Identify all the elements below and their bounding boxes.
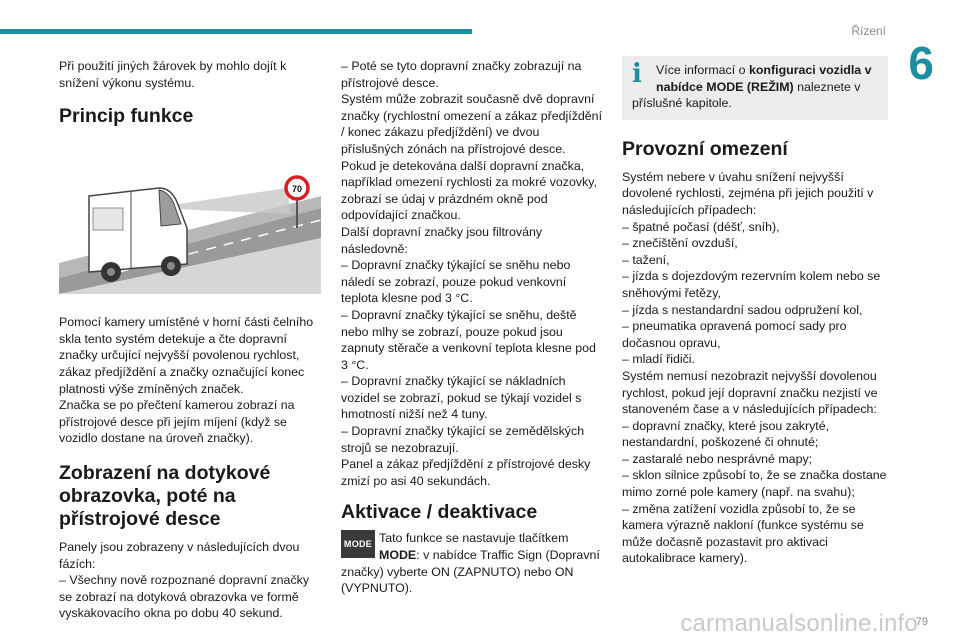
heading-limits: Provozní omezení <box>622 137 788 160</box>
heading-activation: Aktivace / deaktivace <box>341 501 538 524</box>
mode-button-icon: MODE <box>341 530 375 558</box>
display-text-2: – Všechny nově rozpoznané dopravní značky se zobrazí na dotyková obrazovka ve formě vyskakovacího okna po dobu 40 sekund. <box>59 573 310 621</box>
page-number: 79 <box>915 616 928 628</box>
info-bold: konfiguraci vozidla v nabídce MODE (REŽIM) <box>656 63 872 94</box>
van-camera-illustration <box>59 168 321 294</box>
col3-line: – sklon silnice způsobí to, že se značka dostane mimo zorné pole kamery (např. na svahu); <box>622 468 887 500</box>
col3-line: – tažení, <box>622 252 670 267</box>
principle-text-2: Značka se po přečtení kamerou zobrazí na přístrojové desce při jejím míjení (když se vozidlo dostane na úroveň značky). <box>59 398 295 446</box>
speed-sign-value: 70 <box>291 184 303 195</box>
info-prefix: Více informací o <box>656 63 749 77</box>
heading-display: Zobrazení na dotykové obrazovka, poté na přístrojové desce <box>59 461 271 530</box>
col2-line: – Dopravní značky týkající se sněhu nebo náledí se zobrazí, pouze pokud venkovní teplota klesne pod 3 °C. <box>341 258 571 306</box>
col2-line: Další dopravní značky jsou filtrovány následovně: <box>341 224 543 256</box>
col2-line: – Dopravní značky týkající se sněhu, deště nebo mlhy se zobrazí, pouze pokud jsou zapnuty stěrače a venkovní teplota klesne pod 3 °C. <box>341 307 596 372</box>
activation-rest: : v nabídce Traffic Sign (Dopravní značky) vyberte ON (ZAPNUTO) nebo ON (VYPNUTO). <box>341 548 600 596</box>
col3-line: – špatné počasí (déšť, sníh), <box>622 219 780 234</box>
intro-paragraph: Při použití jiných žárovek by mohlo dojít k snížení výkonu systému. <box>59 59 287 90</box>
chapter-number: 6 <box>908 37 934 89</box>
info-icon: i <box>632 59 642 89</box>
column-2 <box>341 58 603 597</box>
col3-line: – změna zatížení vozidla způsobí to, že se kamera výrazně nakloní (funkce systému se může dočasně pozastavit pro aktivaci autokalibrace kamery). <box>622 501 864 566</box>
activation-paragraph <box>341 530 603 596</box>
info-suffix: naleznete v příslušné kapitole. <box>632 79 861 111</box>
principle-text-1: Pomocí kamery umístěné v horní části čelního skla tento systém detekuje a čte dopravní značky určující nejvyšší povolenou rychlost, zákaz předjíždění a značky označující konec platnosti výše zmíněných značek. <box>59 315 314 396</box>
activation-mode: MODE <box>379 548 417 563</box>
col3-line: – jízda s dojezdovým rezervním kolem nebo se sněhovými řetězy, <box>622 269 881 300</box>
watermark: carmanualsonline.info <box>680 610 918 637</box>
col3-line: Systém nebere v úvahu snížení nejvyšší dovolené rychlosti, zejména při jejich použití v následujících případech: <box>622 169 874 217</box>
col2-line: Pokud je detekována další dopravní značka, například omezení rychlosti za mokré vozovky, zobrazí se údaj v prázdném okně pod odpovídající značkou. <box>341 158 597 223</box>
heading-principle: Princip funkce <box>59 105 194 128</box>
col3-line: – mladí řidiči. <box>622 352 695 367</box>
display-text-1: Panely jsou zobrazeny v následujících dvou fázích: <box>59 539 300 571</box>
col3-line: – znečištění ovzduší, <box>622 236 738 251</box>
header-accent-bar <box>0 29 472 34</box>
column-1 <box>59 58 321 622</box>
activation-prefix: Tato funkce se nastavuje tlačítkem <box>379 531 569 546</box>
col3-line: – dopravní značky, které jsou zakryté, nestandardní, poškozené či ohnuté; <box>622 418 830 450</box>
col3-line: – zastaralé nebo nesprávné mapy; <box>622 451 813 466</box>
col2-line: – Poté se tyto dopravní značky zobrazují na přístrojové desce. <box>341 59 582 90</box>
col3-line: Systém nemusí nezobrazit nejvyšší dovolenou rychlost, pokud její dopravní značku nezjistí ve stanoveném čase a v následujících případech: <box>622 368 878 417</box>
info-box <box>622 56 888 120</box>
col3-line: – jízda s nestandardní sadou odpružení kol, <box>622 302 863 317</box>
col2-line: – Dopravní značky týkající se nákladních vozidel se zobrazí, pokud se týkají vozidel s hmotností nižší než 4 tuny. <box>341 374 582 422</box>
section-name: Řízení <box>851 24 886 38</box>
col2-line: – Dopravní značky týkající se zemědělských strojů se nezobrazují. <box>341 424 585 455</box>
col2-line: Panel a zákaz předjíždění z přístrojové desky zmizí po asi 40 sekundách. <box>341 457 591 488</box>
column-3 <box>622 58 888 567</box>
van-illustration-svg <box>59 168 321 294</box>
col2-line: Systém může zobrazit současně dvě dopravní značky (rychlostní omezení a zákaz předjíždění / konec zákazu předjíždění) ve dvou příslušných zónách na přístrojové desce. <box>341 92 603 156</box>
col3-line: – pneumatika opravená pomocí sady pro dočasnou opravu, <box>622 319 847 350</box>
